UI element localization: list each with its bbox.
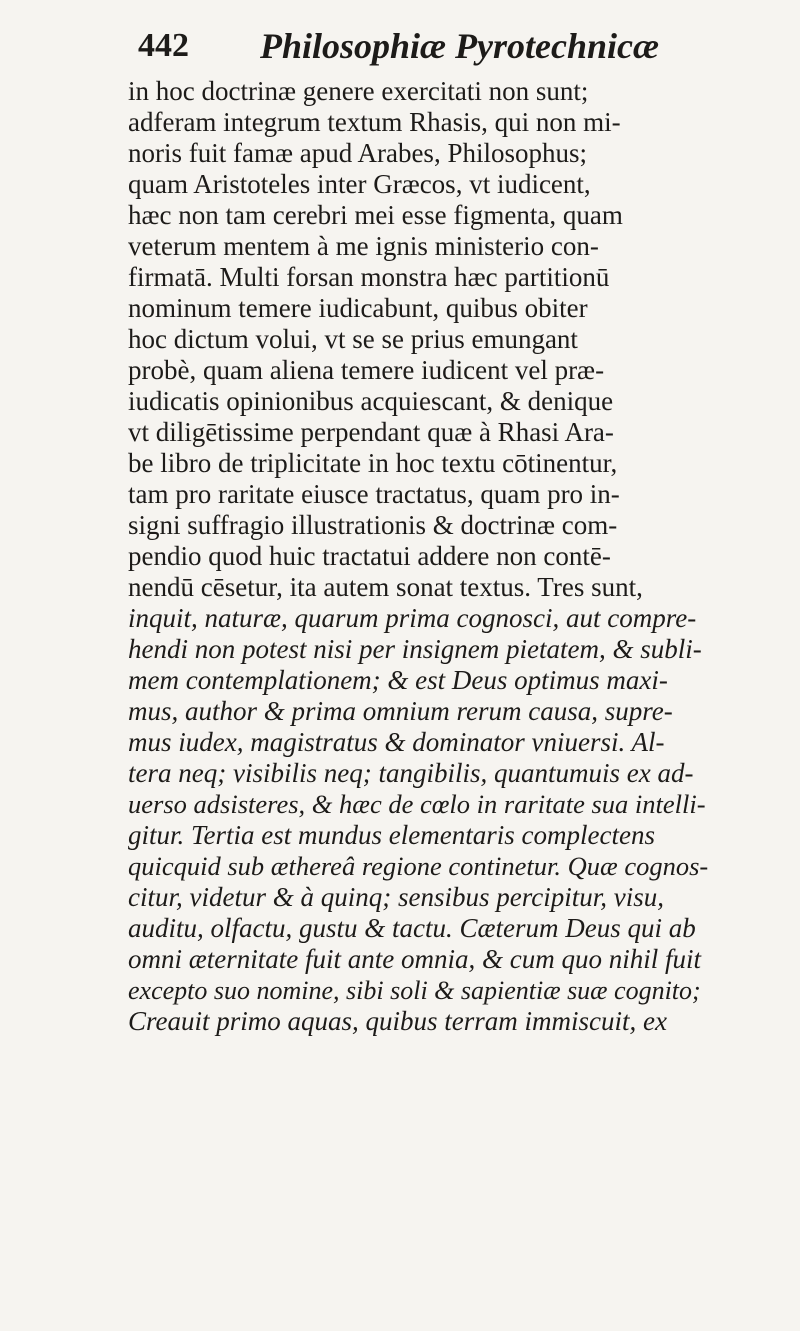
- text-line: signi suffragio illustrationis & doctrinæ com-: [128, 510, 618, 540]
- text-line: hoc dictum volui, vt se se prius emungant: [128, 324, 578, 354]
- text-line: nominum temere iudicabunt, quibus obiter: [128, 293, 588, 323]
- text-line: mus iudex, magistratus & dominator vniuersi. Al-: [128, 727, 665, 757]
- text-line: gitur. Tertia est mundus elementaris complectens: [128, 820, 655, 850]
- text-line: auditu, olfactu, gustu & tactu. Cæterum Deus qui ab: [128, 913, 696, 943]
- text-line: in hoc doctrinæ genere exercitati non sunt;: [128, 76, 589, 106]
- text-line: Creauit primo aquas, quibus terram immiscuit, ex: [128, 1006, 667, 1036]
- page-number: 442: [138, 27, 189, 64]
- text-line: probè, quam aliena temere iudicent vel præ-: [128, 355, 605, 385]
- body-text: [128, 76, 708, 1037]
- text-line: hæc non tam cerebri mei esse figmenta, quam: [128, 200, 623, 230]
- text-line: tam pro raritate eiusce tractatus, quam pro in-: [128, 479, 620, 509]
- text-line: mem contemplationem; & est Deus optimus maxi-: [128, 665, 668, 695]
- text-line: veterum mentem à me ignis ministerio con-: [128, 231, 599, 261]
- text-line: mus, author & prima omnium rerum causa, supre-: [128, 696, 673, 726]
- text-line: inquit, naturæ, quarum prima cognosci, aut compre-: [128, 603, 697, 633]
- text-line: noris fuit famæ apud Arabes, Philosophus;: [128, 138, 587, 168]
- text-line: vt diligētissime perpendant quæ à Rhasi Ara-: [128, 417, 614, 447]
- text-line: excepto suo nomine, sibi soli & sapientiæ suæ cognito;: [128, 976, 701, 1005]
- running-title: Philosophiæ Pyrotechnicæ: [260, 26, 660, 66]
- text-line: uerso adsisteres, & hæc de cœlo in raritate sua intelli-: [128, 789, 706, 819]
- text-line: adferam integrum textum Rhasis, qui non mi-: [128, 107, 621, 137]
- text-line: pendio quod huic tractatui addere non contē-: [128, 541, 611, 571]
- text-line: citur, videtur & à quinq; sensibus percipitur, visu,: [128, 882, 664, 912]
- page-header: [138, 26, 698, 76]
- text-line: iudicatis opinionibus acquiescant, & denique: [128, 386, 614, 416]
- text-line: quam Aristoteles inter Græcos, vt iudicent,: [128, 169, 591, 199]
- text-line: omni æternitate fuit ante omnia, & cum quo nihil fuit: [128, 944, 701, 974]
- text-line: nendū cēsetur, ita autem sonat textus. Tres sunt,: [128, 572, 643, 602]
- text-line: be libro de triplicitate in hoc textu cōtinentur,: [128, 448, 618, 478]
- text-line: tera neq; visibilis neq; tangibilis, quantumuis ex ad-: [128, 758, 694, 788]
- text-line: quicquid sub æthereâ regione continetur. Quæ cognos-: [128, 851, 708, 881]
- text-line: hendi non potest nisi per insignem pietatem, & subli-: [128, 634, 702, 664]
- text-line: firmatā. Multi forsan monstra hæc partitionū: [128, 262, 610, 292]
